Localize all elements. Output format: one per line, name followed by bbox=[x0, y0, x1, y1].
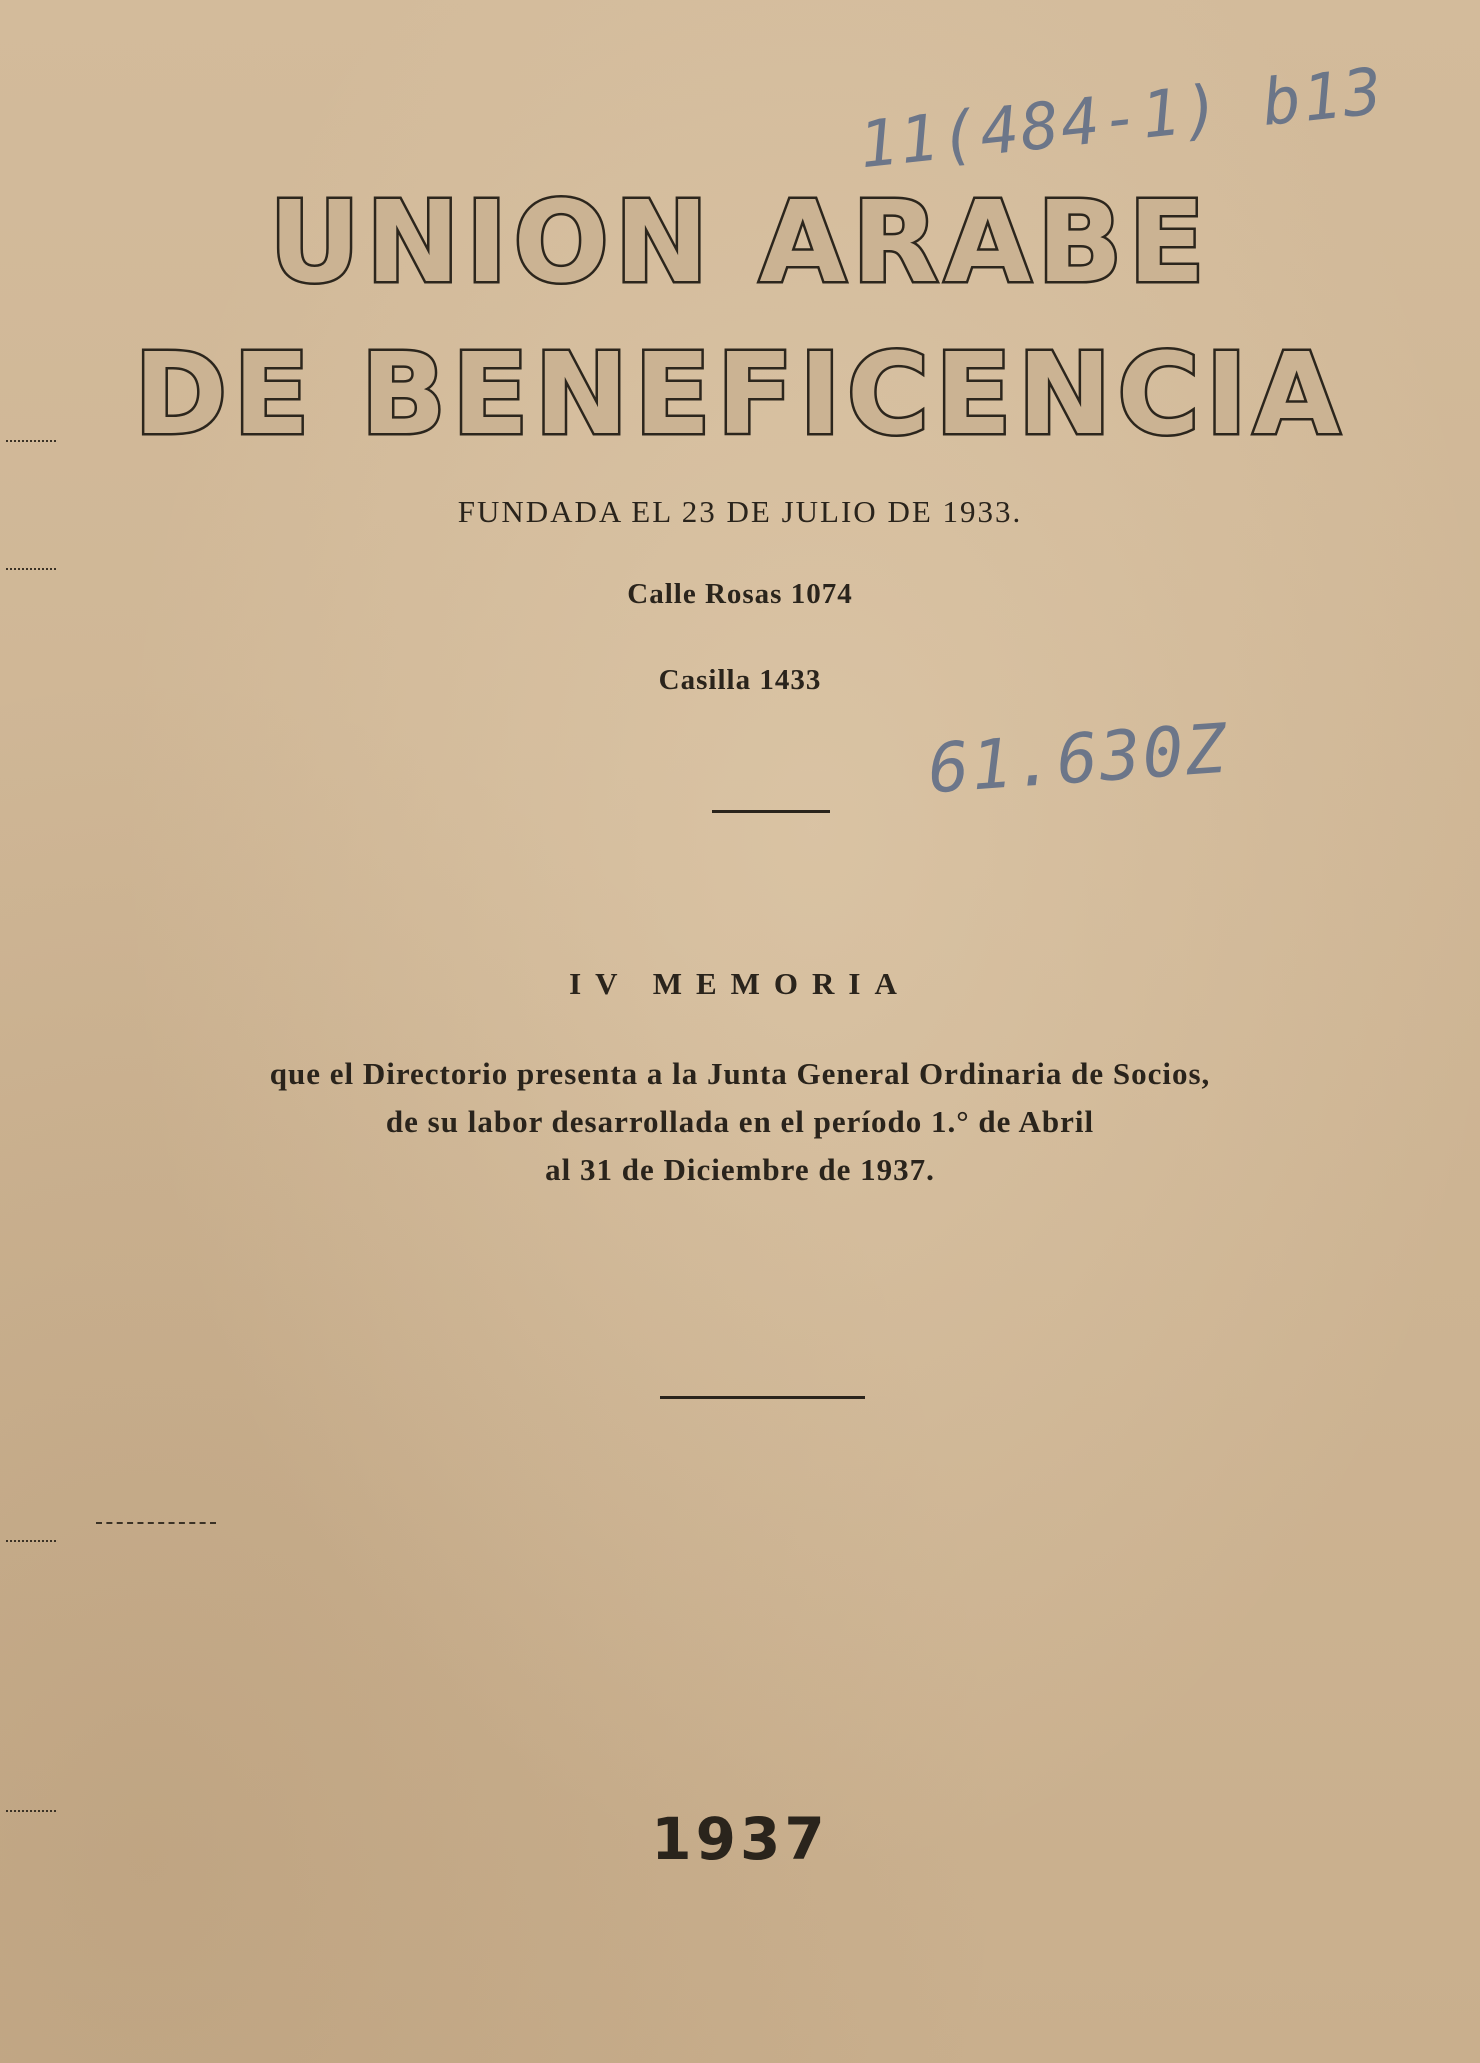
divider-rule bbox=[660, 1396, 865, 1399]
title-line-1: UNION ARABE bbox=[269, 178, 1211, 308]
po-box: Casilla 1433 bbox=[658, 664, 822, 696]
spine-mark bbox=[6, 568, 56, 570]
margin-mark bbox=[96, 1522, 216, 1524]
description-line-1: que el Directorio presenta a la Junta General Ordinaria de Socios, bbox=[269, 1056, 1211, 1091]
divider-rule bbox=[712, 810, 830, 813]
description-line-2: de su labor desarrollada en el período 1.° de Abril bbox=[385, 1104, 1095, 1139]
title-line-2: DE BENEFICENCIA bbox=[134, 330, 1346, 460]
street-address: Calle Rosas 1074 bbox=[627, 578, 853, 610]
publication-year: 1937 bbox=[651, 1805, 829, 1873]
handwritten-accession-number: 61.630Z bbox=[925, 709, 1231, 810]
memoria-heading: IV MEMORIA bbox=[569, 966, 911, 1001]
handwritten-catalog-number: 11(484-1) b13 bbox=[855, 54, 1388, 184]
description-line-3: al 31 de Diciembre de 1937. bbox=[545, 1152, 935, 1187]
founded-date: FUNDADA EL 23 DE JULIO DE 1933. bbox=[457, 494, 1023, 529]
spine-mark bbox=[6, 1540, 56, 1542]
